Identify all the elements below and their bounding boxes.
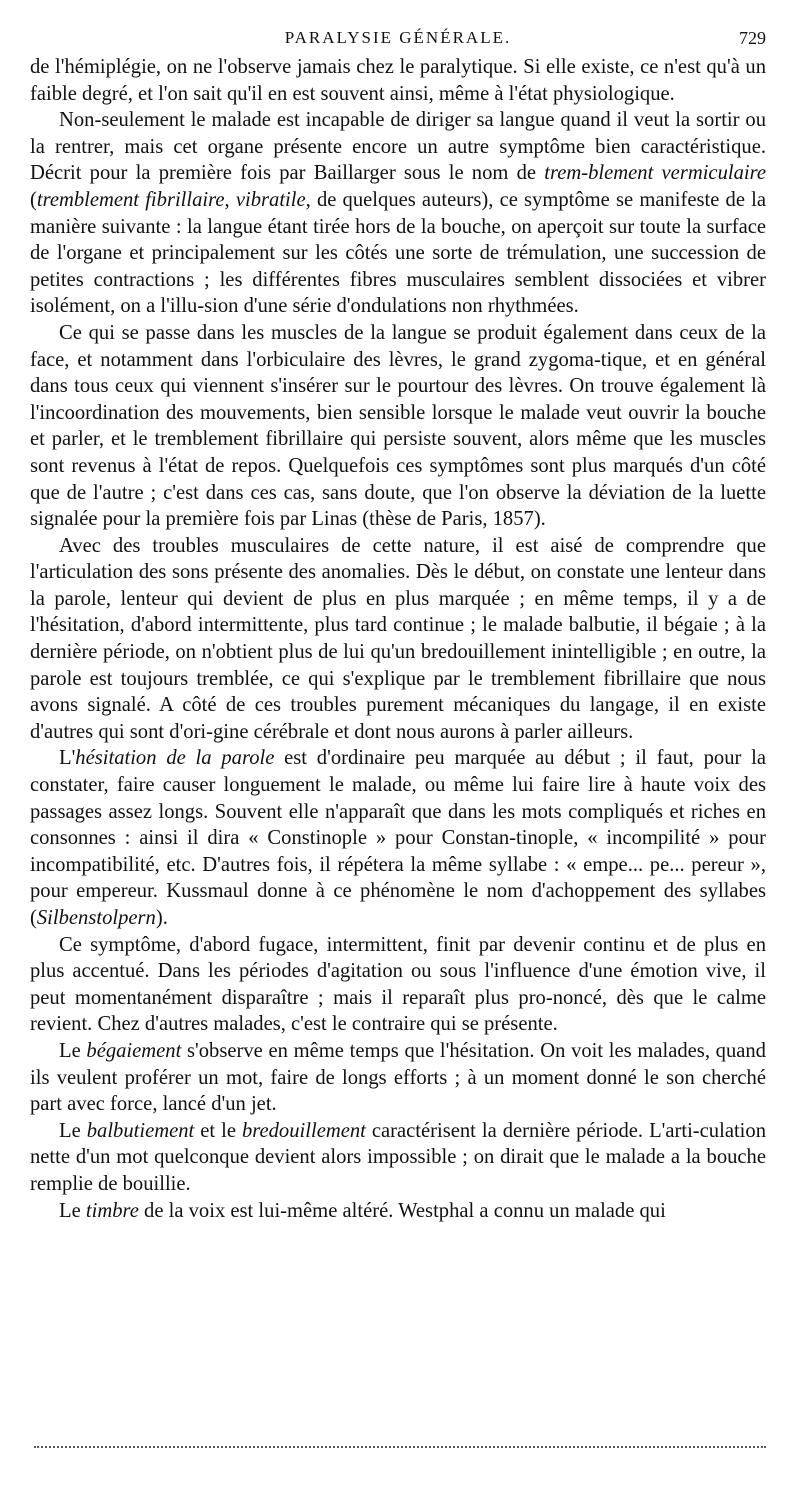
text-run: ).: [155, 907, 168, 929]
text-run: L': [59, 747, 76, 770]
text-run: est d'ordinaire peu marquée au début ; il faut, pour la constater, faire causer longuement le malade, ou même lui faire lire à haute voix des passages assez longs. Souvent elle n'apparaît que dans les mots compliqués et riches en consonnes : ainsi il dira « Constinople » pour Constan-tinople, « incompilité » pour incompatibilité, etc. D'autres fois, il répétera la même syllabe : « empe... pe... pereur », pour empereur. Kussmaul donne à ce phénomène le nom d'achoppement des syllabes (: [30, 747, 766, 929]
page-number: 729: [739, 28, 766, 48]
paragraph: [30, 1198, 766, 1225]
text-run: Ce symptôme, d'abord fugace, intermittent, finit par devenir continu et de plus en plus accentué. Dans les périodes d'agitation ou sous l'influence d'une émotion vive, il peut momentanément disparaître ; mais il reparaît plus pro-noncé, dès que le calme revient. Chez d'autres malades, c'est le contraire qui se présente.: [30, 933, 766, 1036]
paragraph: [30, 745, 766, 931]
paragraph: [30, 1118, 766, 1198]
text-run: Le: [59, 1199, 86, 1222]
text-run: de la voix est lui-même altéré. Westphal a connu un malade qui: [138, 1199, 666, 1222]
text-run: , de quelques auteurs), ce symptôme se manifeste de la manière suivante : la langue étant tirée hors de la bouche, on aperçoit sur toute la surface de l'organe et principalement sur les côtés une sorte de trémulation, une succession de petites contractions ; les différentes fibres musculaires semblent dissociées et vibrer isolément, on a l'illu-sion d'une série d'ondulations non rhythmées.: [30, 188, 766, 318]
text-run: ,: [224, 188, 236, 211]
text-run: Le: [59, 1119, 87, 1142]
text-run: s'observe en même temps que l'hésitation. On voit les malades, quand ils veulent proférer un mot, faire de longs efforts ; à un moment donné le son cherché part avec force, lancé d'un jet.: [30, 1039, 766, 1116]
italic-term: bredouillement: [241, 1119, 366, 1142]
page: [30, 28, 766, 1224]
italic-term: trem-blement vermiculaire: [544, 162, 767, 185]
text-run: et le: [194, 1119, 242, 1142]
text-run: de l'hémiplégie, on ne l'observe jamais chez le paralytique. Si elle existe, ce n'est qu'à un faible degré, et l'on sait qu'il en est souvent ainsi, même à l'état physiologique.: [30, 56, 766, 105]
paragraph: [30, 107, 766, 320]
paragraph: [30, 1038, 766, 1118]
paragraph: [30, 932, 766, 1038]
body-text: [30, 54, 766, 1224]
text-run: Non-seulement le malade est incapable de diriger sa langue quand il veut la sortir ou la rentrer, mais cet organe présente encore un autre symptôme bien caractéristique. Décrit pour la première fois par Baillarger sous le nom de: [30, 109, 766, 185]
running-head: [30, 28, 766, 54]
italic-term: tremblement fibrillaire: [36, 188, 225, 211]
text-run: Avec des troubles musculaires de cette nature, il est aisé de comprendre que l'articulation des sons présente des anomalies. Dès le début, on constate une lenteur dans la parole, lenteur qui devient de plus en plus marquée ; en même temps, il y a de l'hésitation, d'abord intermittente, plus tard continue ; le malade balbutie, il bégaie ; à la dernière période, on n'obtient plus de lui qu'un bredouillement inintelligible ; en outre, la parole est toujours tremblée, ce qui s'explique par le tremblement fibrillaire que nous avons signalé. A côté de ces troubles purement mécaniques du langage, il en existe d'autres qui sont d'ori-gine cérébrale et dont nous aurons à parler ailleurs.: [30, 534, 766, 743]
italic-term: balbutiement: [86, 1119, 195, 1142]
italic-term: bégaiement: [86, 1039, 182, 1062]
paragraph: [30, 533, 766, 746]
paragraph: [30, 54, 766, 107]
running-title: PARALYSIE GÉNÉRALE.: [284, 28, 512, 47]
paragraph: [30, 320, 766, 533]
italic-term: Silbenstolpern: [36, 907, 156, 929]
italic-term: hésitation de la parole: [75, 747, 275, 770]
italic-term: vibratile: [235, 188, 306, 211]
text-run: Le: [59, 1039, 87, 1062]
italic-term: timbre: [85, 1199, 139, 1222]
footer-dotted-rule: [34, 1446, 766, 1450]
text-run: caractérisent la dernière période. L'arti-culation nette d'un mot quelconque devient alors impossible ; on dirait que le malade a la bouche remplie de bouillie.: [30, 1119, 767, 1195]
text-run: Ce qui se passe dans les muscles de la langue se produit également dans ceux de la face, et notamment dans l'orbiculaire des lèvres, le grand zygoma-tique, et en général dans tous ceux qui viennent s'insérer sur le pourtour des lèvres. On trouve également là l'incoordination des mouvements, bien sensible lorsque le malade veut ouvrir la bouche et parler, et le tremblement fibrillaire qui persiste souvent, alors même que les muscles sont revenus à l'état de repos. Quelquefois ces symptômes sont plus marqués d'un côté que de l'autre ; c'est dans ces cas, sans doute, que l'on observe la déviation de la luette signalée pour la première fois par Linas (thèse de Paris, 1857).: [30, 321, 766, 531]
text-run: (: [30, 188, 37, 211]
